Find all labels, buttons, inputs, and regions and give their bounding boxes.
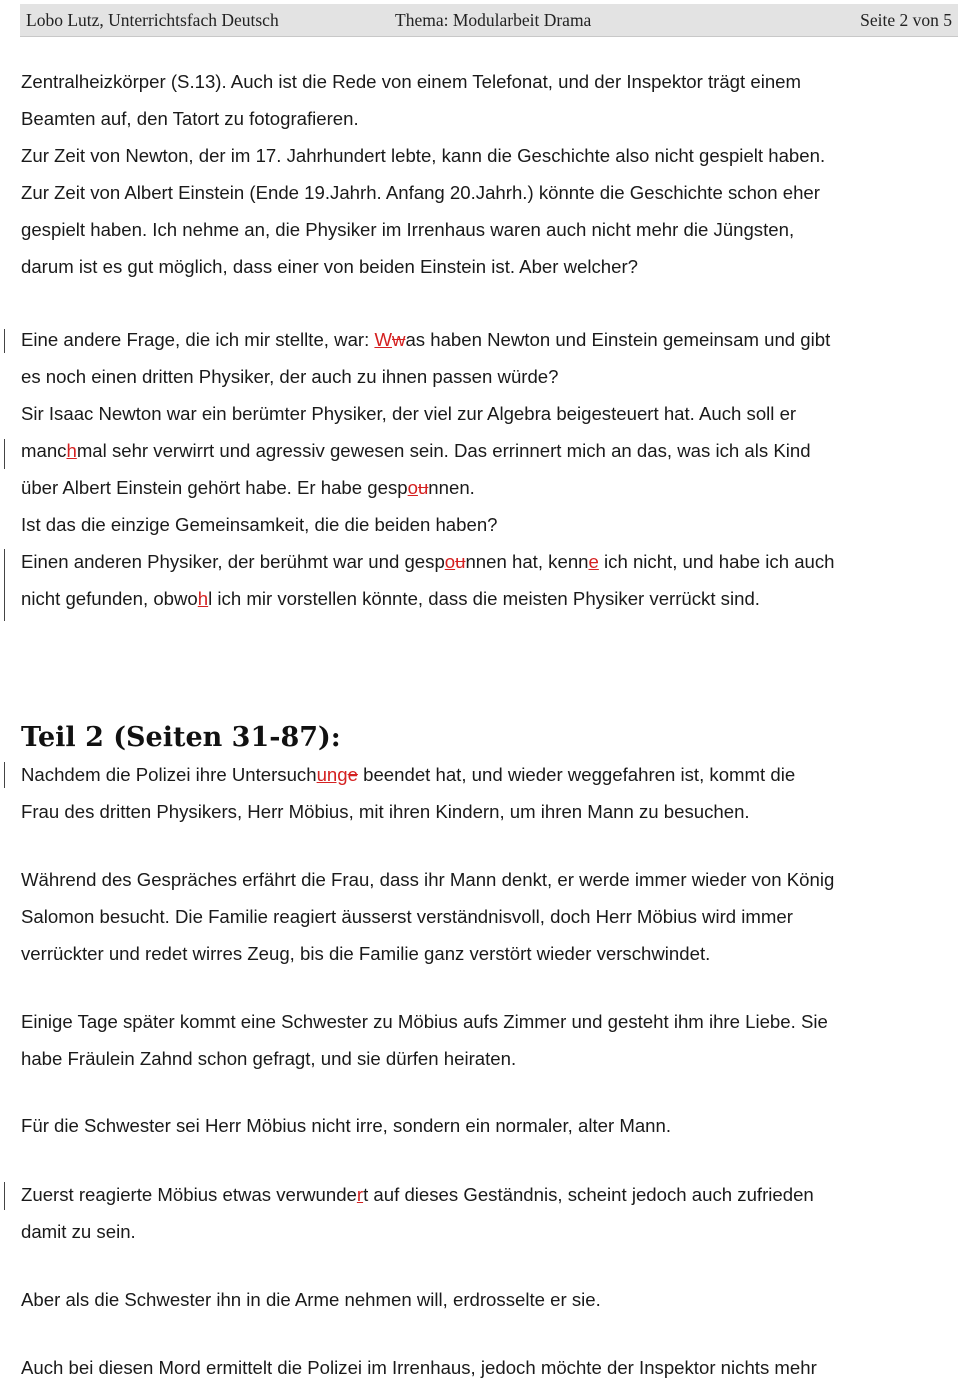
text-line: Auch bei diesen Mord ermittelt die Polizei im Irrenhaus, jedoch möchte der Inspektor nichts mehr [21, 1357, 817, 1378]
text-line: Während des Gespräches erfährt die Frau, dass ihr Mann denkt, er werde immer wieder von König [21, 869, 835, 890]
paragraph-7 [21, 1176, 960, 1250]
text-line: Salomon besucht. Die Familie reagiert äusserst verständnisvoll, doch Herr Möbius wird immer [21, 906, 793, 927]
change-bar [4, 1182, 5, 1210]
inserted-text: r [356, 1184, 364, 1205]
paragraph-2 [21, 321, 960, 617]
header-page-number: Seite 2 von 5 [860, 10, 952, 30]
text-line: Zur Zeit von Albert Einstein (Ende 19.Jahrh. Anfang 20.Jahrh.) könnte die Geschichte schon eher [21, 182, 820, 203]
text-line: verrückter und redet wirres Zeug, bis die Familie ganz verstört wieder verschwindet. [21, 943, 711, 964]
inserted-text: o [407, 477, 418, 498]
deleted-text: w [392, 329, 406, 350]
paragraph-5 [21, 1003, 960, 1077]
text-line: über Albert Einstein gehört habe. Er habe gespounnen. [21, 477, 475, 498]
inserted-text: h [66, 440, 77, 461]
paragraph-9 [21, 1349, 960, 1386]
text-line: damit zu sein. [21, 1221, 136, 1242]
paragraph-3 [21, 756, 960, 830]
deleted-text: u [455, 551, 466, 572]
text-line: Beamten auf, den Tatort zu fotografieren. [21, 108, 359, 129]
text-line: manchmal sehr verwirrt und agressiv gewesen sein. Das errinnert mich an das, was ich als Kind [21, 440, 811, 461]
paragraph-6 [21, 1107, 960, 1144]
deleted-text: u [417, 477, 429, 498]
text-line: es noch einen dritten Physiker, der auch zu ihnen passen würde? [21, 366, 559, 387]
text-line: nicht gefunden, obwohl ich mir vorstellen könnte, dass die meisten Physiker verrückt sind. [21, 588, 760, 609]
text-line: Zur Zeit von Newton, der im 17. Jahrhundert lebte, kann die Geschichte also nicht gespielt haben. [21, 145, 826, 166]
inserted-text: o [444, 551, 456, 572]
change-bar [4, 329, 5, 353]
inserted-text: ung [316, 764, 348, 785]
header-author: Lobo Lutz, Unterrichtsfach Deutsch [26, 10, 279, 30]
section-heading: Teil 2 (Seiten 31-87): [21, 722, 341, 753]
text-line: Zentralheizkörper (S.13). Auch ist die Rede von einem Telefonat, und der Inspektor trägt einem [21, 71, 801, 92]
text-line: habe Fräulein Zahnd schon gefragt, und sie dürfen heiraten. [21, 1048, 517, 1069]
text-line: Aber als die Schwester ihn in die Arme nehmen will, erdrosselte er sie. [21, 1289, 601, 1310]
page-header [20, 4, 958, 37]
inserted-text: h [197, 588, 209, 609]
text-line: Nachdem die Polizei ihre Untersuchunge beendet hat, und wieder weggefahren ist, kommt die [21, 764, 796, 785]
change-bar [4, 762, 5, 788]
change-bar [4, 439, 5, 469]
text-line: gespielt haben. Ich nehme an, die Physiker im Irrenhaus waren auch nicht mehr die Jüngsten, [21, 219, 795, 240]
paragraph-4 [21, 861, 960, 972]
header-topic: Thema: Modularbeit Drama [395, 10, 592, 30]
text-line: Einen anderen Physiker, der berühmt war und gespounnen hat, kenne ich nicht, und habe ich auch [21, 551, 835, 572]
text-line: Eine andere Frage, die ich mir stellte, war: Wwas haben Newton und Einstein gemeinsam und gibt [21, 329, 831, 350]
text-line: Frau des dritten Physikers, Herr Möbius, mit ihren Kindern, um ihren Mann zu besuchen. [21, 801, 750, 822]
text-line: darum ist es gut möglich, dass einer von beiden Einstein ist. Aber welcher? [21, 256, 639, 277]
inserted-text: e [588, 551, 599, 572]
paragraph-1 [21, 63, 960, 285]
text-line: Sir Isaac Newton war ein berümter Physiker, der viel zur Algebra beigesteuert hat. Auch soll er [21, 403, 797, 424]
deleted-text: e [347, 764, 358, 785]
text-line: Einige Tage später kommt eine Schwester zu Möbius aufs Zimmer und gesteht ihm ihre Liebe. Sie [21, 1011, 828, 1032]
inserted-text: W [374, 329, 392, 350]
change-bar [4, 549, 5, 621]
text-line: Ist das die einzige Gemeinsamkeit, die die beiden haben? [21, 514, 498, 535]
paragraph-8 [21, 1281, 960, 1318]
text-line: Zuerst reagierte Möbius etwas verwundert auf dieses Geständnis, scheint jedoch auch zufrieden [21, 1184, 814, 1205]
text-line: Für die Schwester sei Herr Möbius nicht irre, sondern ein normaler, alter Mann. [21, 1115, 672, 1136]
